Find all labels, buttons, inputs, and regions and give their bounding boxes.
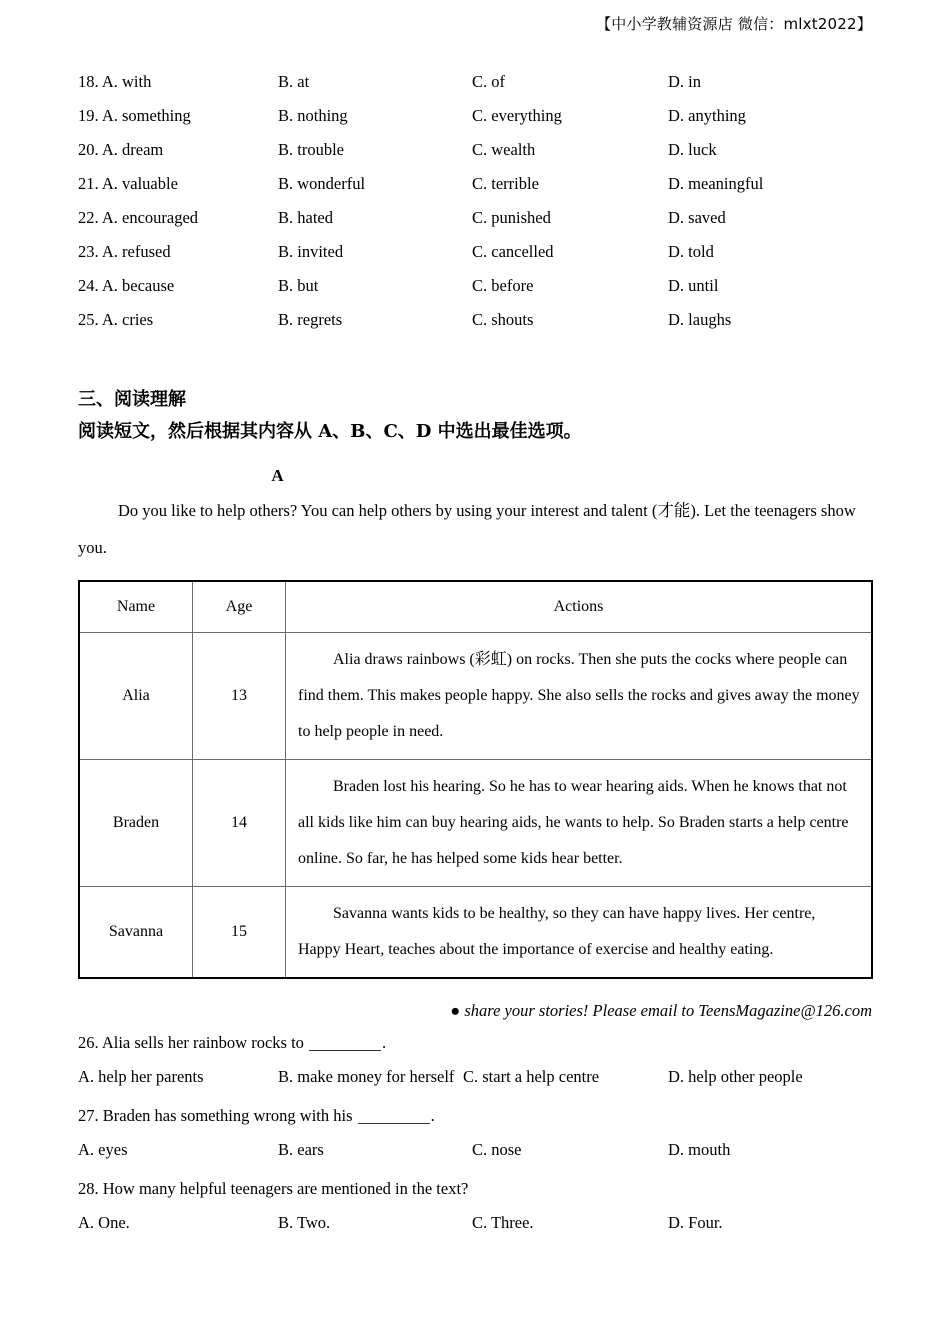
cloze-choice-a[interactable]: 18. A. with <box>78 72 152 91</box>
question-26-stem-text: 26. Alia sells her rainbow rocks to <box>78 1033 309 1052</box>
teenagers-table <box>78 580 873 979</box>
cell-name: Braden <box>79 760 193 887</box>
question-26-stem-end: . <box>382 1033 387 1052</box>
cloze-choice-a[interactable]: 23. A. refused <box>78 242 171 261</box>
question-28-option-d[interactable]: D. Four. <box>668 1213 723 1232</box>
question-26-options <box>78 1060 872 1094</box>
cloze-choice-d[interactable]: D. in <box>668 72 701 91</box>
bullet-icon: ● <box>450 1001 461 1020</box>
cloze-option-row <box>78 276 872 310</box>
cell-age: 14 <box>193 760 286 887</box>
passage-letter-a: A <box>271 466 284 485</box>
cloze-choice-b[interactable]: B. but <box>278 276 319 295</box>
cloze-choice-d[interactable]: D. laughs <box>668 310 732 329</box>
passage-intro-paragraph: Do you like to help others? You can help others by using your interest and talent (才能). Let the teenagers show you. <box>78 501 856 557</box>
cloze-choice-b[interactable]: B. hated <box>278 208 333 227</box>
cell-age: 15 <box>193 887 286 979</box>
cell-age: 13 <box>193 633 286 760</box>
cloze-choice-a[interactable]: 24. A. because <box>78 276 175 295</box>
cloze-choice-a[interactable]: 21. A. valuable <box>78 174 178 193</box>
cloze-choice-b[interactable]: B. wonderful <box>278 174 366 193</box>
question-27-options <box>78 1133 872 1167</box>
question-27-stem-end: . <box>430 1106 435 1125</box>
column-header-actions: Actions <box>286 581 873 633</box>
question-27-option-a[interactable]: A. eyes <box>78 1140 128 1159</box>
cloze-choice-d[interactable]: D. saved <box>668 208 726 227</box>
table-header-row <box>79 581 872 633</box>
cloze-choice-a[interactable]: 22. A. encouraged <box>78 208 199 227</box>
answer-blank[interactable] <box>309 1050 381 1051</box>
cloze-choice-d[interactable]: D. anything <box>668 106 746 125</box>
cloze-choice-d[interactable]: D. luck <box>668 140 717 159</box>
cloze-choice-a[interactable]: 25. A. cries <box>78 310 154 329</box>
question-27-option-d[interactable]: D. mouth <box>668 1140 731 1159</box>
question-26-option-d[interactable]: D. help other people <box>668 1067 803 1086</box>
section-subheading-instructions: 阅读短文，然后根据其内容从 A、B、C、D 中选出最佳选项。 <box>78 421 582 442</box>
cloze-choice-c[interactable]: C. of <box>472 72 505 91</box>
cloze-choice-b[interactable]: B. at <box>278 72 310 91</box>
cell-actions: Braden lost his hearing. So he has to wear hearing aids. When he knows that not all kids like him can buy hearing aids, he wants to help. So Braden starts a help centre online. So far, he has helped some kids hear better. <box>286 760 873 887</box>
page-header-watermark: 【中小学教辅资源店 微信：mlxt2022】 <box>596 15 872 33</box>
question-28-option-b[interactable]: B. Two. <box>278 1213 331 1232</box>
cell-name: Alia <box>79 633 193 760</box>
cloze-choice-d[interactable]: D. meaningful <box>668 174 764 193</box>
cloze-choice-b[interactable]: B. invited <box>278 242 344 261</box>
cell-actions: Savanna wants kids to be healthy, so they can have happy lives. Her centre, Happy Heart, teaches about the importance of exercise and healthy eating. <box>286 887 873 979</box>
table-row <box>79 633 872 760</box>
section-heading-reading: 三、阅读理解 <box>78 389 186 410</box>
column-header-name: Name <box>79 581 193 633</box>
cloze-choice-a[interactable]: 19. A. something <box>78 106 191 125</box>
cloze-choice-c[interactable]: C. shouts <box>472 310 534 329</box>
question-26-stem <box>78 1026 872 1060</box>
question-27-option-c[interactable]: C. nose <box>472 1140 522 1159</box>
cloze-choice-a[interactable]: 20. A. dream <box>78 140 164 159</box>
question-27-stem-text: 27. Braden has something wrong with his <box>78 1106 357 1125</box>
cloze-choice-c[interactable]: C. punished <box>472 208 551 227</box>
cloze-option-row <box>78 106 872 140</box>
cloze-choice-c[interactable]: C. everything <box>472 106 562 125</box>
cloze-option-row <box>78 310 872 344</box>
question-28-options <box>78 1206 872 1240</box>
share-stories-text: share your stories! Please email to TeensMagazine@126.com <box>464 1001 872 1020</box>
cloze-choice-d[interactable]: D. told <box>668 242 714 261</box>
cloze-option-row <box>78 174 872 208</box>
question-26-option-b[interactable]: B. make money for herself <box>278 1067 455 1086</box>
cloze-choice-b[interactable]: B. regrets <box>278 310 343 329</box>
question-26-option-c[interactable]: C. start a help centre <box>463 1067 600 1086</box>
question-28-stem <box>78 1172 872 1206</box>
question-28-option-a[interactable]: A. One. <box>78 1213 130 1232</box>
section-spacer <box>78 344 872 385</box>
table-row <box>79 760 872 887</box>
cloze-choice-c[interactable]: C. cancelled <box>472 242 554 261</box>
cloze-choice-d[interactable]: D. until <box>668 276 719 295</box>
cloze-choice-b[interactable]: B. trouble <box>278 140 344 159</box>
cloze-choice-b[interactable]: B. nothing <box>278 106 348 125</box>
cloze-choice-c[interactable]: C. before <box>472 276 534 295</box>
question-27-stem <box>78 1099 872 1133</box>
cloze-choice-c[interactable]: C. terrible <box>472 174 539 193</box>
share-stories-note <box>78 1001 872 1021</box>
question-26-option-a[interactable]: A. help her parents <box>78 1067 204 1086</box>
table-row <box>79 887 872 979</box>
cloze-option-row <box>78 72 872 106</box>
answer-blank[interactable] <box>358 1123 430 1124</box>
cell-actions: Alia draws rainbows (彩虹) on rocks. Then she puts the cocks where people can find them. This makes people happy. She also sells the rocks and gives away the money to help people in need. <box>286 633 873 760</box>
question-28-stem-text: 28. How many helpful teenagers are mentioned in the text? <box>78 1179 469 1198</box>
cloze-choice-c[interactable]: C. wealth <box>472 140 536 159</box>
cell-name: Savanna <box>79 887 193 979</box>
cloze-option-row <box>78 242 872 276</box>
cloze-option-row <box>78 208 872 242</box>
column-header-age: Age <box>193 581 286 633</box>
question-27-option-b[interactable]: B. ears <box>278 1140 324 1159</box>
cloze-option-row <box>78 140 872 174</box>
cloze-options-list <box>78 72 872 344</box>
document-content <box>78 72 872 1240</box>
question-28-option-c[interactable]: C. Three. <box>472 1213 534 1232</box>
